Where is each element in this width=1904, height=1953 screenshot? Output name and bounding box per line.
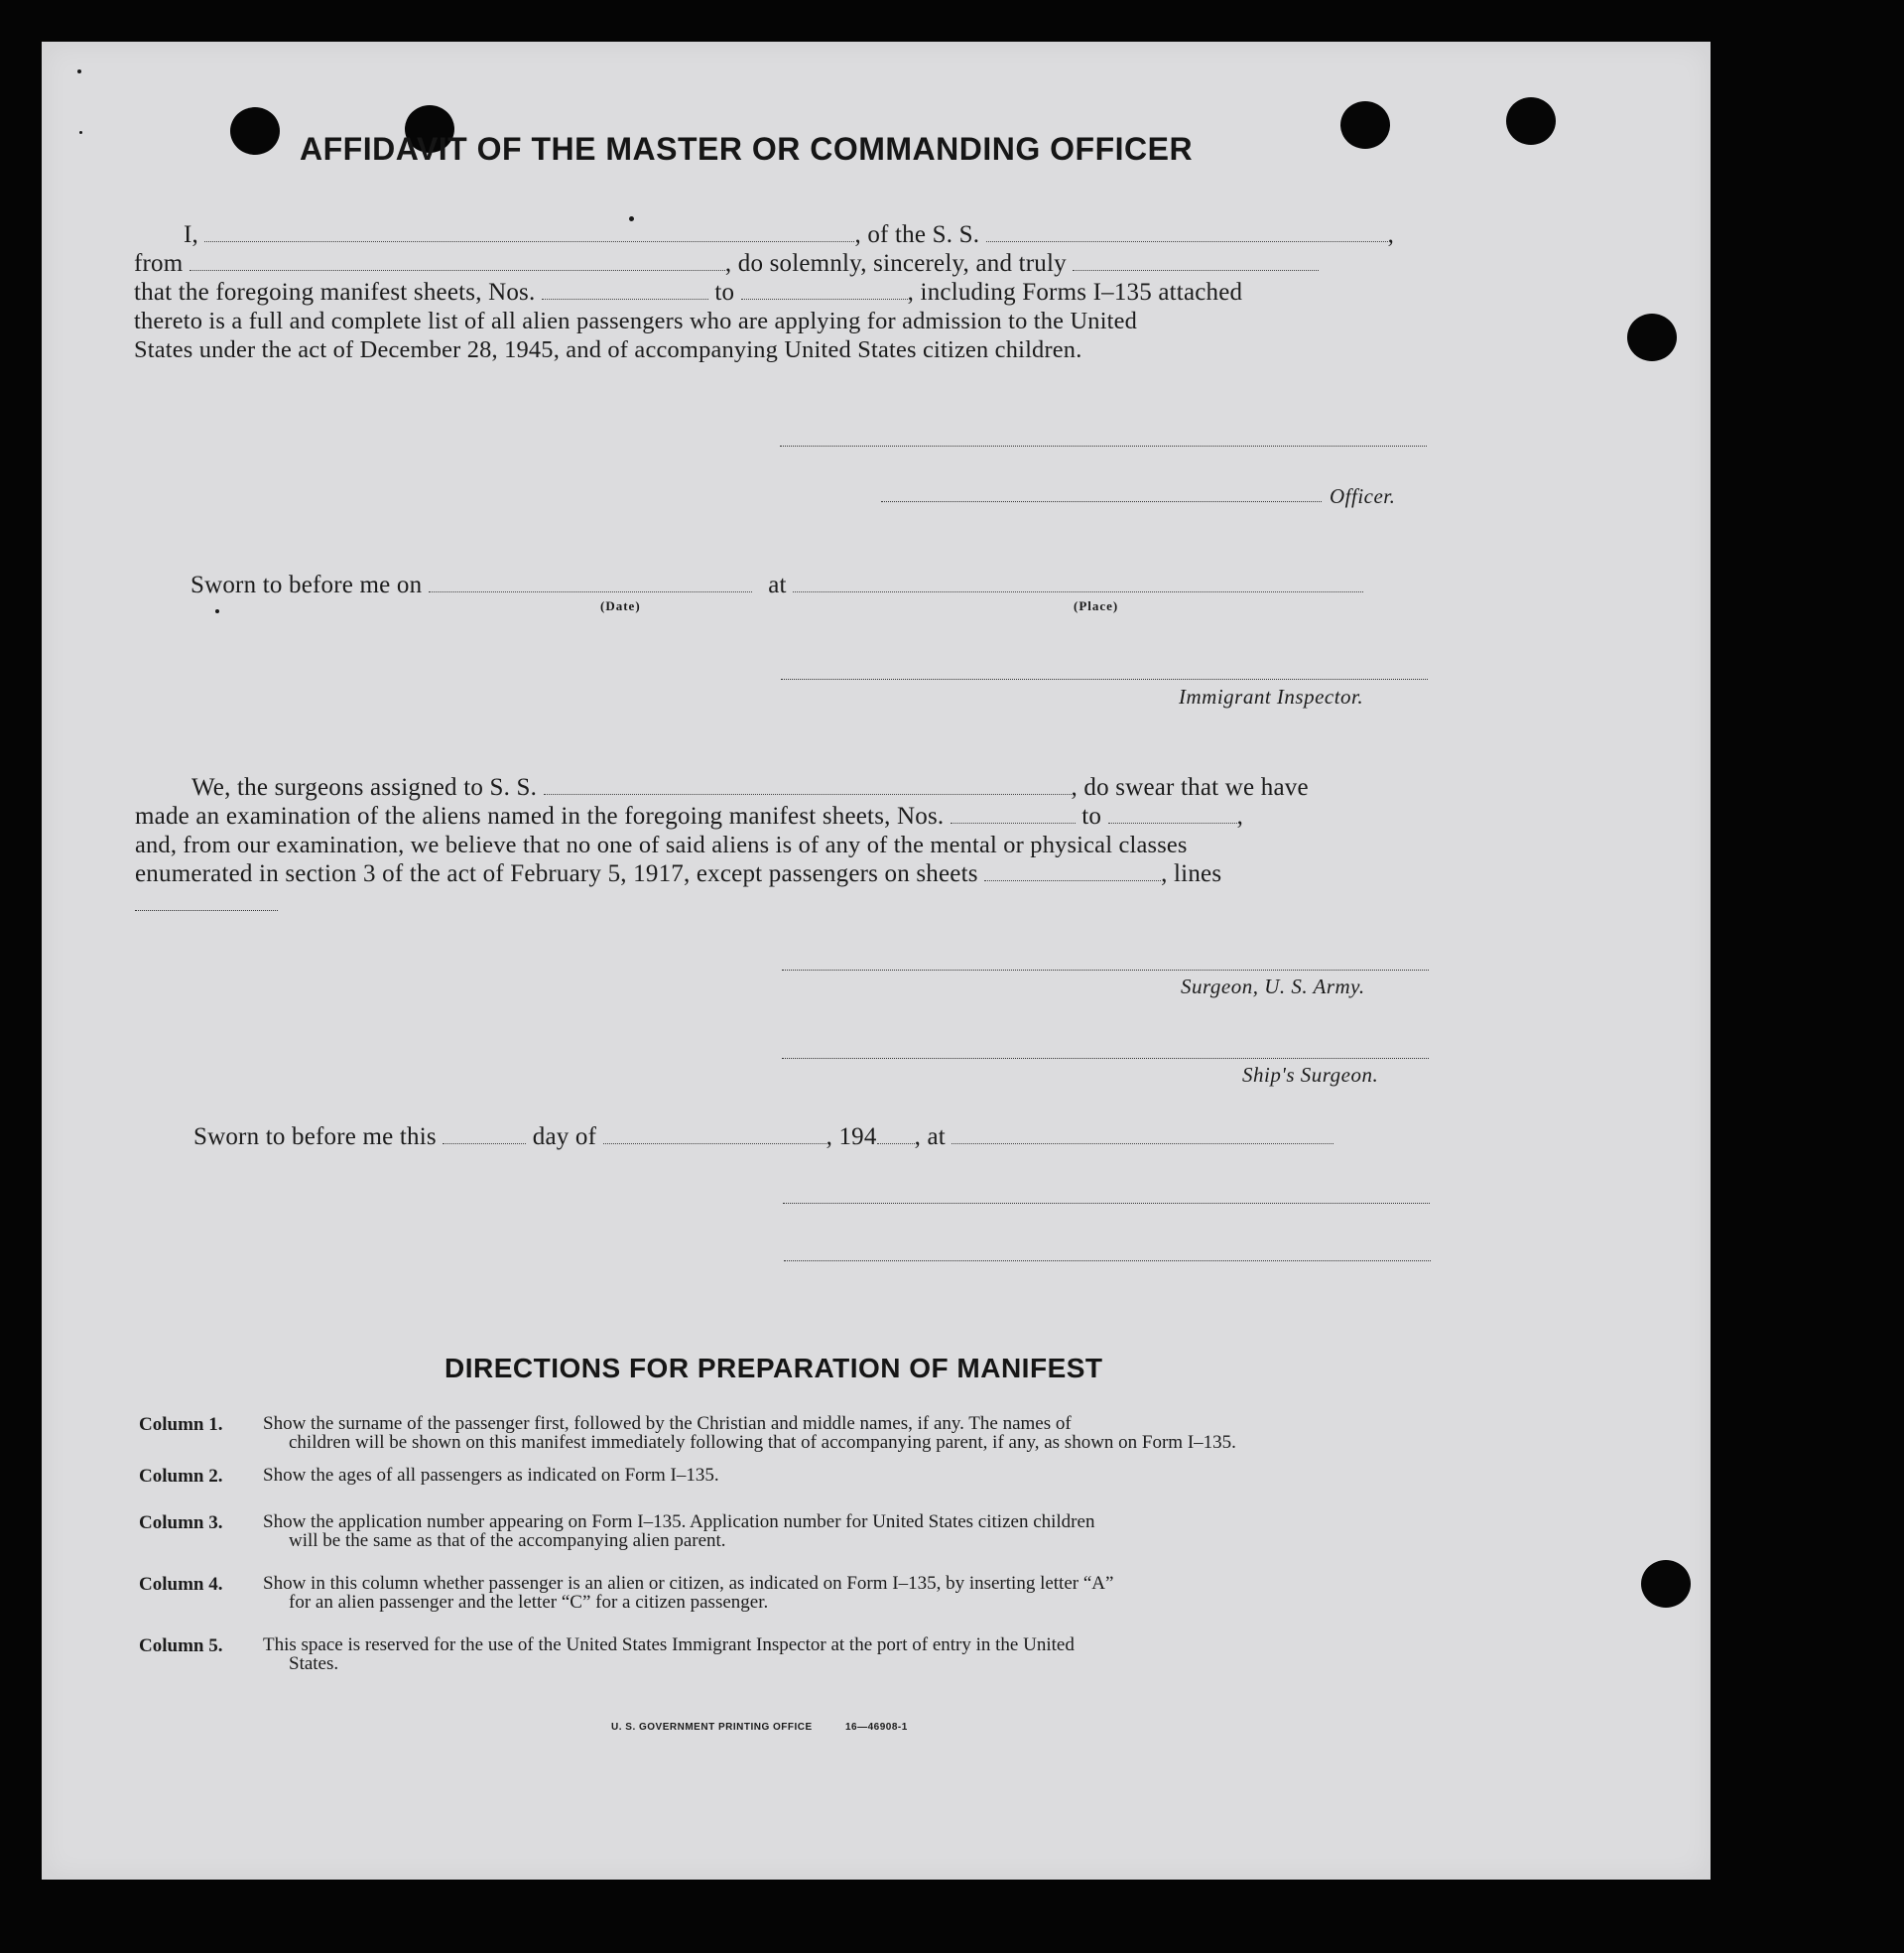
direction-line: Show the application number appearing on Form I–135. Application number for United States citizen children bbox=[263, 1511, 1095, 1532]
date-caption: (Date) bbox=[600, 598, 641, 613]
direction-item bbox=[139, 1635, 1435, 1673]
direction-label: Column 1. bbox=[139, 1414, 223, 1435]
officer-label: Officer. bbox=[1330, 484, 1396, 508]
sworn-text: , 194 bbox=[825, 1123, 877, 1150]
oath-field[interactable] bbox=[1073, 250, 1319, 271]
affidavit-line-5: States under the act of December 28, 1945, and of accompanying United States citizen children. bbox=[134, 336, 1082, 363]
ship-name-field[interactable] bbox=[986, 221, 1388, 242]
affidavit-line-4: thereto is a full and complete list of all alien passengers who are applying for admission to the United bbox=[134, 308, 1138, 334]
affidavit-text: from bbox=[134, 250, 184, 277]
surgeons-ship-field[interactable] bbox=[544, 774, 1072, 795]
surgeons-line-3: and, from our examination, we believe that no one of said aliens is of any of the mental or physical classes bbox=[135, 832, 1188, 858]
directions-list bbox=[139, 1414, 1435, 1673]
direction-text bbox=[263, 1635, 1435, 1673]
surgeons-sheet-from-field[interactable] bbox=[951, 803, 1076, 824]
affidavit-line-1 bbox=[134, 220, 1429, 249]
surgeons-text: , bbox=[1236, 803, 1244, 830]
affidavit-text: , bbox=[1387, 221, 1395, 248]
army-surgeon-signature-line[interactable] bbox=[782, 970, 1429, 971]
surgeons-text: to bbox=[1081, 803, 1102, 830]
inspector-label: Immigrant Inspector. bbox=[1179, 685, 1364, 709]
surgeons-text: enumerated in section 3 of the act of February 5, 1917, except passengers on sheets bbox=[135, 860, 978, 887]
direction-line: Show the ages of all passengers as indicated on Form I–135. bbox=[263, 1465, 719, 1486]
direction-line: States. bbox=[289, 1653, 339, 1674]
surgeons-text: made an examination of the aliens named in the foregoing manifest sheets, Nos. bbox=[135, 803, 945, 830]
surgeons-text: We, the surgeons assigned to S. S. bbox=[191, 774, 538, 801]
form-code: 16—46908-1 bbox=[844, 1722, 908, 1733]
officer-administering-line[interactable] bbox=[783, 1203, 1430, 1204]
port-from-field[interactable] bbox=[190, 250, 725, 271]
direction-label: Column 4. bbox=[139, 1574, 223, 1595]
except-lines-field[interactable] bbox=[135, 910, 278, 911]
direction-text bbox=[263, 1466, 1435, 1488]
direction-item bbox=[139, 1574, 1435, 1612]
direction-line: This space is reserved for the use of the United States Immigrant Inspector at the port of entry in the United bbox=[263, 1634, 1075, 1655]
affidavit-text: , do solemnly, sincerely, and truly bbox=[724, 250, 1067, 277]
scan-speck bbox=[79, 131, 82, 134]
affidavit-title: AFFIDAVIT OF THE MASTER OR COMMANDING OFFICER bbox=[300, 131, 1194, 167]
surgeons-text: , do swear that we have bbox=[1071, 774, 1309, 801]
affidavit-text: , including Forms I–135 attached bbox=[907, 279, 1243, 306]
affidavit-text: , of the S. S. bbox=[854, 221, 980, 248]
scan-speck bbox=[215, 609, 219, 613]
sheet-from-field[interactable] bbox=[542, 279, 708, 300]
sworn-surgeons-line bbox=[193, 1122, 1333, 1151]
printer-name: U. S. GOVERNMENT PRINTING OFFICE bbox=[611, 1722, 813, 1733]
direction-text bbox=[263, 1512, 1435, 1550]
sheet-to-field[interactable] bbox=[741, 279, 908, 300]
sworn-location-field[interactable] bbox=[952, 1123, 1333, 1144]
surgeons-line-2 bbox=[135, 802, 1243, 831]
punch-hole bbox=[230, 107, 280, 155]
surgeons-sheet-to-field[interactable] bbox=[1108, 803, 1237, 824]
sworn-place-field[interactable] bbox=[793, 572, 1363, 592]
affidavit-text: to bbox=[714, 279, 735, 306]
directions-title: DIRECTIONS FOR PREPARATION OF MANIFEST bbox=[444, 1353, 1103, 1383]
punch-hole bbox=[1641, 1560, 1691, 1608]
punch-hole bbox=[1506, 97, 1556, 145]
sworn-text: Sworn to before me on bbox=[190, 572, 423, 598]
surgeons-line-1 bbox=[135, 773, 1309, 802]
punch-hole bbox=[1627, 314, 1677, 361]
direction-line: children will be shown on this manifest immediately following that of accompanying parent, if any, as shown on Form I–135. bbox=[289, 1432, 1236, 1453]
officer-signature-line[interactable] bbox=[780, 446, 1427, 447]
surgeons-line-4 bbox=[135, 859, 1221, 888]
direction-label: Column 2. bbox=[139, 1466, 223, 1487]
direction-line: Show in this column whether passenger is an alien or citizen, as indicated on Form I–135, by inserting letter “A” bbox=[263, 1573, 1114, 1594]
punch-hole bbox=[1340, 101, 1390, 149]
sworn-date-field[interactable] bbox=[429, 572, 752, 592]
direction-line: will be the same as that of the accompanying alien parent. bbox=[289, 1530, 726, 1551]
army-surgeon-label: Surgeon, U. S. Army. bbox=[1181, 975, 1365, 998]
affidavit-line-2 bbox=[134, 249, 1319, 278]
ship-surgeon-signature-line[interactable] bbox=[782, 1058, 1429, 1059]
direction-item bbox=[139, 1466, 1435, 1488]
direction-line: Show the surname of the passenger first, followed by the Christian and middle names, if any. The names of bbox=[263, 1413, 1072, 1434]
scan-speck bbox=[629, 216, 634, 221]
direction-text bbox=[263, 1574, 1435, 1612]
direction-line: for an alien passenger and the letter “C” for a citizen passenger. bbox=[289, 1592, 769, 1613]
direction-label: Column 3. bbox=[139, 1512, 223, 1533]
master-name-field[interactable] bbox=[204, 221, 854, 242]
officer-title-line-2[interactable] bbox=[784, 1260, 1431, 1261]
affidavit-text: that the foregoing manifest sheets, Nos. bbox=[134, 279, 536, 306]
direction-item bbox=[139, 1512, 1435, 1550]
place-caption: (Place) bbox=[1074, 598, 1119, 613]
except-sheets-field[interactable] bbox=[984, 860, 1161, 881]
sworn-master-line bbox=[190, 571, 1363, 599]
direction-item bbox=[139, 1414, 1435, 1452]
sworn-year-field[interactable] bbox=[877, 1123, 915, 1144]
officer-title-line[interactable] bbox=[881, 501, 1322, 502]
sworn-day-field[interactable] bbox=[443, 1123, 526, 1144]
surgeons-text: , lines bbox=[1161, 860, 1222, 887]
sworn-text: , at bbox=[914, 1123, 946, 1150]
sworn-text: Sworn to before me this bbox=[193, 1123, 437, 1150]
ship-surgeon-label: Ship's Surgeon. bbox=[1242, 1063, 1379, 1087]
sworn-text: day of bbox=[532, 1123, 597, 1150]
scan-speck bbox=[77, 69, 81, 73]
direction-label: Column 5. bbox=[139, 1635, 223, 1656]
inspector-signature-line[interactable] bbox=[781, 679, 1428, 680]
sworn-month-field[interactable] bbox=[603, 1123, 826, 1144]
direction-text bbox=[263, 1414, 1435, 1452]
sworn-text: at bbox=[768, 572, 787, 598]
printer-imprint bbox=[611, 1722, 908, 1733]
affidavit-text: I, bbox=[184, 221, 198, 248]
affidavit-line-3 bbox=[134, 278, 1242, 307]
